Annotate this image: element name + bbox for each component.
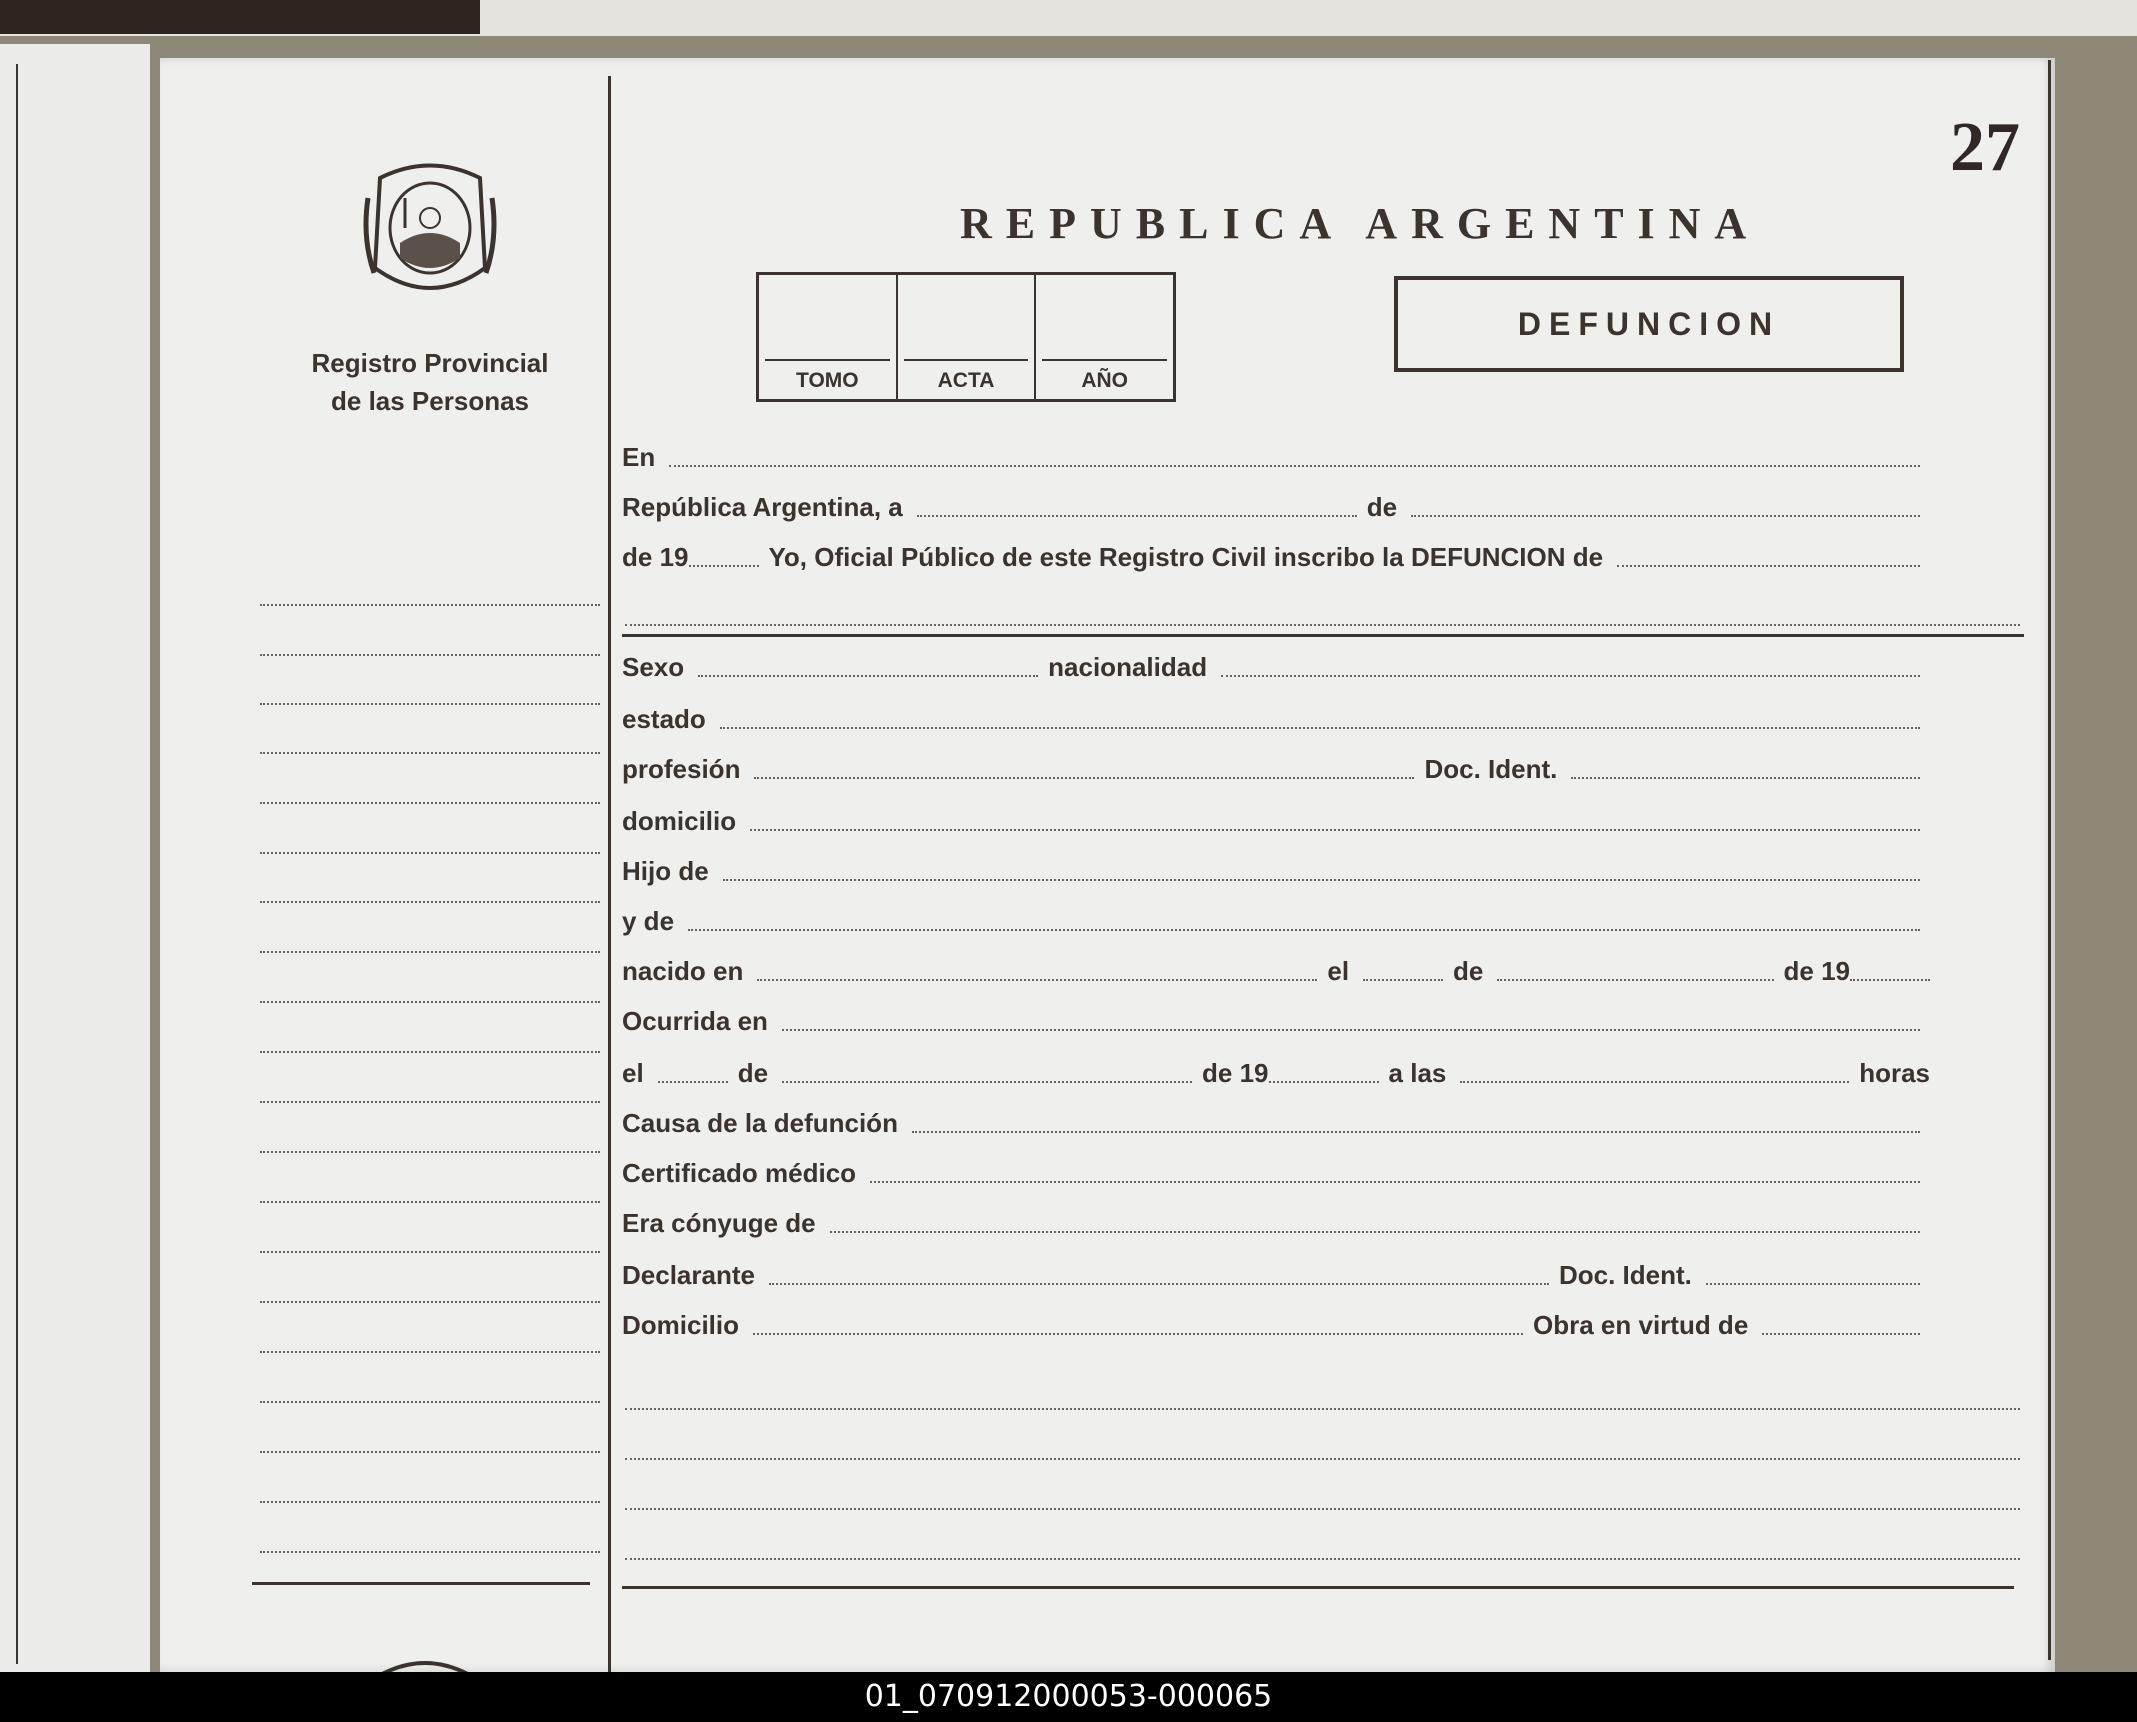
label-de-19: de 19 <box>1202 1058 1269 1088</box>
label-de: de <box>1453 956 1484 986</box>
field-nacionalidad[interactable] <box>1221 675 1920 677</box>
notes-line[interactable] <box>625 1408 2020 1410</box>
registry-name-line2: de las Personas <box>331 386 529 416</box>
ano-label: AÑO <box>1081 369 1129 392</box>
margin-note-line <box>260 752 600 754</box>
form-row-profesion <box>622 754 1930 785</box>
margin-note-line <box>260 1401 600 1403</box>
field-sexo[interactable] <box>698 675 1038 677</box>
label-estado: estado <box>622 704 706 734</box>
label-declarante: Declarante <box>622 1260 755 1290</box>
acta-label: ACTA <box>937 369 995 392</box>
form-row-conyuge <box>622 1208 1930 1239</box>
field-day[interactable] <box>917 515 1357 517</box>
field-deceased-name-cont[interactable] <box>625 624 2020 626</box>
margin-note-line <box>260 1251 600 1253</box>
image-caption: 01_070912000053-000065 <box>0 1672 2137 1722</box>
margin-note-line <box>260 852 600 854</box>
field-doc-ident[interactable] <box>1571 777 1920 779</box>
field-birth-year[interactable] <box>1850 979 1930 981</box>
ano-field[interactable] <box>1036 275 1173 399</box>
label-en: En <box>622 442 656 472</box>
notes-line[interactable] <box>625 1508 2020 1510</box>
registry-reference-box <box>756 272 1176 402</box>
field-declarante-domicilio[interactable] <box>753 1333 1523 1335</box>
label-de: de <box>737 1058 769 1088</box>
label-de: de <box>1366 492 1398 522</box>
margin-note-line <box>260 1201 600 1203</box>
page-number: 27 <box>1950 109 2020 186</box>
field-death-year[interactable] <box>1269 1081 1379 1083</box>
margin-note-line <box>260 1301 600 1303</box>
form-row-y-de <box>622 906 1930 937</box>
field-obra[interactable] <box>1762 1333 1920 1335</box>
label-y-de: y de <box>622 906 675 936</box>
form-row-causa <box>622 1108 1930 1139</box>
label-doc-ident: Doc. Ident. <box>1424 754 1558 784</box>
label-el: el <box>622 1058 644 1088</box>
label-domicilio: Domicilio <box>622 1310 740 1340</box>
label-nacionalidad: nacionalidad <box>1048 652 1208 682</box>
label-conyuge: Era cónyuge de <box>622 1208 816 1238</box>
label-a-las: a las <box>1388 1058 1447 1088</box>
field-conyuge[interactable] <box>830 1231 1920 1233</box>
acta-field[interactable] <box>898 275 1037 399</box>
margin-note-line <box>260 802 600 804</box>
form-row-sexo <box>622 652 1930 683</box>
province-seal-icon <box>360 158 500 308</box>
label-domicilio: domicilio <box>622 806 737 836</box>
margin-note-line <box>260 901 600 903</box>
form-row-domicilio <box>622 806 1930 837</box>
form-row-republica <box>622 492 1930 523</box>
country-title: REPUBLICA ARGENTINA <box>960 199 1761 248</box>
act-type-box: DEFUNCION <box>1394 276 1904 372</box>
form-end-rule <box>622 1586 2014 1589</box>
label-hijo-de: Hijo de <box>622 856 709 886</box>
field-death-place[interactable] <box>782 1029 1920 1031</box>
form-row-ocurrida <box>622 1006 1930 1037</box>
label-sexo: Sexo <box>622 652 685 682</box>
margin-end-rule <box>252 1582 590 1585</box>
form-row-fecha-defuncion <box>622 1058 1930 1089</box>
label-ocurrida-en: Ocurrida en <box>622 1006 768 1036</box>
field-place[interactable] <box>669 465 1920 467</box>
field-declarante-doc[interactable] <box>1706 1283 1920 1285</box>
form-row-declarante <box>622 1260 1930 1291</box>
margin-note-line <box>260 1351 600 1353</box>
label-nacido-en: nacido en <box>622 956 744 986</box>
margin-note-line <box>260 1151 600 1153</box>
margin-note-line <box>260 1051 600 1053</box>
field-birth-day[interactable] <box>1363 979 1443 981</box>
section-rule <box>622 634 2024 637</box>
label-de19: de 19 <box>622 542 689 572</box>
field-profesion[interactable] <box>754 777 1414 779</box>
label-causa: Causa de la defunción <box>622 1108 898 1138</box>
label-el: el <box>1327 956 1350 986</box>
notes-line[interactable] <box>625 1458 2020 1460</box>
field-year[interactable] <box>689 565 759 567</box>
label-de-19: de 19 <box>1783 956 1850 986</box>
margin-note-line <box>260 1551 600 1553</box>
field-birthplace[interactable] <box>757 979 1317 981</box>
form-page <box>160 58 2055 1672</box>
form-row-domicilio-declarante <box>622 1310 1930 1341</box>
tomo-label: TOMO <box>796 369 859 392</box>
margin-note-line <box>260 703 600 705</box>
margin-note-line <box>260 1501 600 1503</box>
column-divider <box>608 76 611 1672</box>
form-row-oficial <box>622 542 1930 573</box>
form-row-certificado <box>622 1158 1930 1189</box>
margin-note-line <box>260 1001 600 1003</box>
field-birth-month[interactable] <box>1497 979 1773 981</box>
left-facing-page <box>0 44 150 1672</box>
margin-note-line <box>260 1101 600 1103</box>
field-month[interactable] <box>1411 515 1920 517</box>
label-certificado: Certificado médico <box>622 1158 857 1188</box>
margin-note-line <box>260 604 600 606</box>
field-death-day[interactable] <box>658 1081 728 1083</box>
label-doc-ident: Doc. Ident. <box>1558 1260 1692 1290</box>
margin-column <box>160 58 610 1672</box>
registry-name <box>280 344 580 420</box>
field-estado[interactable] <box>720 727 1920 729</box>
margin-note-line <box>260 1451 600 1453</box>
form-row-en <box>622 442 1930 473</box>
field-deceased-name[interactable] <box>1617 565 1920 567</box>
field-father[interactable] <box>723 879 1920 881</box>
label-obra: Obra en virtud de <box>1533 1310 1749 1340</box>
field-certificado[interactable] <box>870 1181 1920 1183</box>
field-domicilio[interactable] <box>750 829 1920 831</box>
field-causa[interactable] <box>912 1131 1920 1133</box>
next-page-seal-icon <box>370 1648 480 1672</box>
field-death-hour[interactable] <box>1460 1081 1849 1083</box>
form-row-hijo <box>622 856 1930 887</box>
margin-note-line <box>260 951 600 953</box>
field-declarante[interactable] <box>769 1283 1549 1285</box>
registry-name-line1: Registro Provincial <box>311 348 549 378</box>
label-oficial: Yo, Oficial Público de este Registro Civil inscribo la DEFUNCION de <box>768 542 1604 572</box>
margin-note-line <box>260 654 600 656</box>
scan-dark-corner <box>0 0 480 34</box>
page-right-edge <box>2048 60 2051 1660</box>
notes-line[interactable] <box>625 1558 2020 1560</box>
form-row-estado <box>622 704 1930 735</box>
tomo-field[interactable] <box>759 275 898 399</box>
label-profesion: profesión <box>622 754 741 784</box>
field-mother[interactable] <box>688 929 1920 931</box>
label-horas: horas <box>1859 1058 1930 1088</box>
label-republica: República Argentina, a <box>622 492 903 522</box>
form-row-nacido <box>622 956 1930 987</box>
field-death-month[interactable] <box>782 1081 1192 1083</box>
